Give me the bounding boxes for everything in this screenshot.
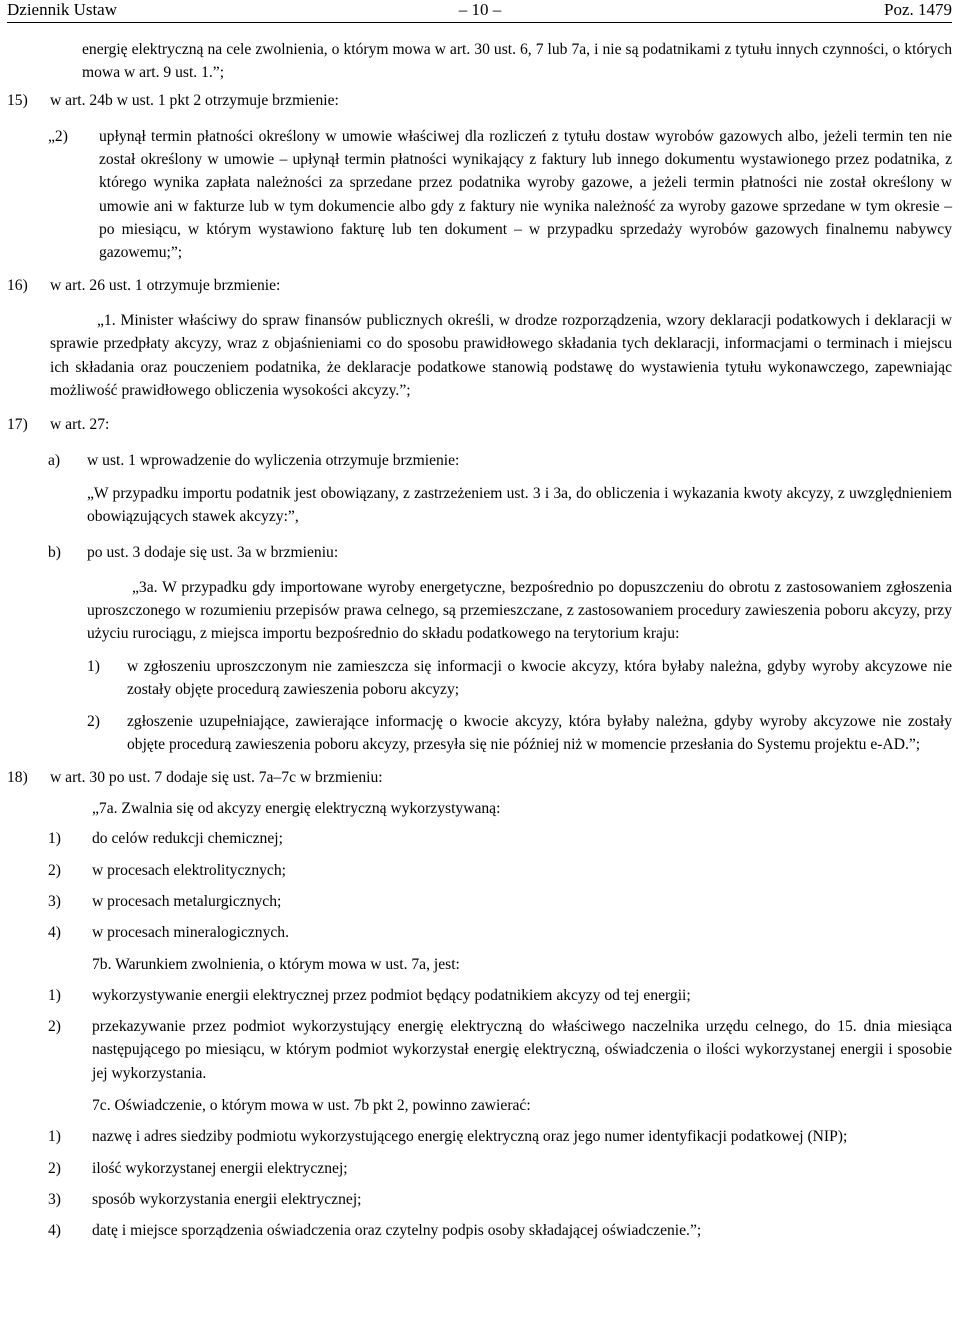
position-number: Poz. 1479 xyxy=(884,0,952,19)
point-number: 2) xyxy=(48,861,61,879)
item-intro: w art. 26 ust. 1 otrzymuje brzmienie: xyxy=(50,276,281,294)
point-number: 1) xyxy=(48,986,61,1004)
item-intro: w art. 30 po ust. 7 dodaje się ust. 7a–7c w brzmieniu: xyxy=(50,768,383,786)
point-text: w procesach mineralogicznych. xyxy=(92,924,290,942)
ust-7c-point-3 xyxy=(7,1188,952,1211)
ust-7a-point-4 xyxy=(7,921,952,944)
item-number: 15) xyxy=(7,91,28,109)
ust-7c-point-4 xyxy=(7,1219,952,1242)
item-number: 17) xyxy=(7,416,28,434)
point-text: w zgłoszeniu uproszczonym nie zamieszcza się informacji o kwocie akcyzy, która byłaby należna, gdyby wyroby akcyzowe nie zostały objęte procedurą zawieszenia poboru akcyzy; xyxy=(127,657,952,698)
point-text: do celów redukcji chemicznej; xyxy=(92,830,283,848)
point-number: 2) xyxy=(87,713,100,731)
point-text: w procesach elektrolitycznych; xyxy=(92,861,286,879)
ust-7c-point-2 xyxy=(7,1157,952,1180)
point-text: datę i miejsce sporządzenia oświadczenia oraz czytelny podpis osoby składającej oświadczenie.”; xyxy=(92,1222,702,1240)
item-18 xyxy=(7,766,952,789)
point-number: 1) xyxy=(48,830,61,848)
ust-7b-point-1 xyxy=(7,984,952,1007)
ust-7c-point-1 xyxy=(7,1125,952,1148)
continuation-paragraph: energię elektryczną na cele zwolnienia, o którym mowa w art. 30 ust. 6, 7 lub 7a, i nie są podatnikami z tytułu innych czynności, o których mowa w art. 9 ust. 1.”; xyxy=(82,41,952,82)
letter-b xyxy=(7,541,952,564)
page-number: – 10 – xyxy=(458,0,502,19)
point-number: 2) xyxy=(48,1018,61,1036)
ust-7a-point-1 xyxy=(7,827,952,850)
ust-3a-point-1 xyxy=(7,655,952,702)
quoted-ust-1: „1. Minister właściwy do spraw finansów publicznych określi, w drodze rozporządzenia, wzory deklaracji podatkowych i deklaracji w sprawie przedpłaty akcyzy, wraz z objaśnieniami co do sposobu prawidłowego składania tych deklaracji, informacjami o terminach i miejscu ich składania oraz pouczeniem podatnika, że deklaracje podatkowe stanowią podstawę do wystawienia tytułu wykonawczego, zapewniając możliwość prawidłowego obliczenia wysokości akcyzy.”; xyxy=(50,311,952,399)
letter-text: po ust. 3 dodaje się ust. 3a w brzmieniu: xyxy=(87,544,339,562)
item-16 xyxy=(7,274,952,297)
item-15 xyxy=(7,89,952,112)
point-number: 4) xyxy=(48,1222,61,1240)
point-number: 2) xyxy=(48,1159,61,1177)
point-text: wykorzystywanie energii elektrycznej przez podmiot będący podatnikiem akcyzy od tej energii; xyxy=(92,986,691,1004)
quoted-ust-7b: 7b. Warunkiem zwolnienia, o którym mowa w ust. 7a, jest: xyxy=(92,955,460,973)
letter-label: a) xyxy=(48,452,61,470)
quoted-ust-7a: „7a. Zwalnia się od akcyzy energię elektryczną wykorzystywaną: xyxy=(92,800,501,818)
page-header xyxy=(7,0,952,23)
item-number: 16) xyxy=(7,276,28,294)
ust-7a-point-3 xyxy=(7,890,952,913)
item-intro: w art. 24b w ust. 1 pkt 2 otrzymuje brzmienie: xyxy=(50,91,339,109)
point-text: w procesach metalurgicznych; xyxy=(92,892,282,910)
point-number: 3) xyxy=(48,1190,61,1208)
point-text: nazwę i adres siedziby podmiotu wykorzystującego energię elektryczną oraz jego numer identyfikacji podatkowej (NIP); xyxy=(92,1128,848,1146)
quoted-intro: „W przypadku importu podatnik jest obowiązany, z zastrzeżeniem ust. 3 i 3a, do obliczenia i wykazania kwoty akcyzy, z uwzględnieniem obowiązujących stawek akcyzy:”, xyxy=(87,484,952,526)
point-text: przekazywanie przez podmiot wykorzystujący energię elektryczną do właściwego naczelnika urzędu celnego, do 15. dnia miesiąca następującego po miesiącu, w którym podmiot wykorzystał energię elektryczną, oświadczenia o ilości wykorzystanej energii i sposobie jej wykorzystania. xyxy=(92,1018,952,1082)
point-number: 4) xyxy=(48,924,61,942)
point-text: sposób wykorzystania energii elektrycznej; xyxy=(92,1190,362,1208)
letter-text: w ust. 1 wprowadzenie do wyliczenia otrzymuje brzmienie: xyxy=(87,452,460,470)
point-number: 3) xyxy=(48,892,61,910)
quoted-point-2 xyxy=(7,125,952,265)
quoted-point-text: upłynął termin płatności określony w umowie właściwej dla rozliczeń z tytułu dostaw wyrobów gazowych albo, jeżeli termin ten nie został określony w umowie – upłynął termin płatności wynikający z faktury lub innego dokumentu wystawionego przez podatnika, z którego wynika zapłata należności za sprzedane przez podatnika wyroby gazowe, a jeżeli termin płatności nie został określony w umowie ani w fakturze lub w tym dokumencie albo gdy z faktury nie wynika należność za wyroby gazowe sprzedane w tym okresie – po miesiącu, w którym wystawiono fakturę lub ten dokument – w przypadku sprzedaży wyrobów gazowych finalnemu nabywcy gazowemu;”; xyxy=(99,127,952,262)
item-17 xyxy=(7,413,952,436)
ust-3a-point-2 xyxy=(7,710,952,757)
letter-a xyxy=(7,449,952,472)
ust-7b-point-2 xyxy=(7,1015,952,1085)
quoted-ust-3a: „3a. W przypadku gdy importowane wyroby energetyczne, bezpośrednio po dopuszczeniu do obrotu z zastosowaniem zgłoszenia uproszczonego w rozumieniu przepisów prawa celnego, są przemieszczane, z zastosowaniem procedury zawieszenia poboru akcyzy, przy użyciu rurociągu, z miejsca importu bezpośrednio do składu podatkowego na terytorium kraju: xyxy=(87,578,952,643)
point-text: ilość wykorzystanej energii elektrycznej; xyxy=(92,1159,348,1177)
quoted-point-number: „2) xyxy=(48,127,68,145)
ust-7a-point-2 xyxy=(7,859,952,882)
quoted-ust-7c: 7c. Oświadczenie, o którym mowa w ust. 7b pkt 2, powinno zawierać: xyxy=(92,1096,531,1114)
item-number: 18) xyxy=(7,768,28,786)
point-text: zgłoszenie uzupełniające, zawierające informację o kwocie akcyzy, która byłaby należna, gdyby wyroby akcyzowe nie zostały objęte procedurą zawieszenia poboru akcyzy, przesyła się nie później niż w momencie przesłania do Systemu projektu e-AD.”; xyxy=(127,713,952,754)
journal-title: Dziennik Ustaw xyxy=(7,0,118,19)
item-intro: w art. 27: xyxy=(50,416,110,434)
letter-label: b) xyxy=(48,544,61,562)
point-number: 1) xyxy=(48,1128,61,1146)
point-number: 1) xyxy=(87,657,100,675)
